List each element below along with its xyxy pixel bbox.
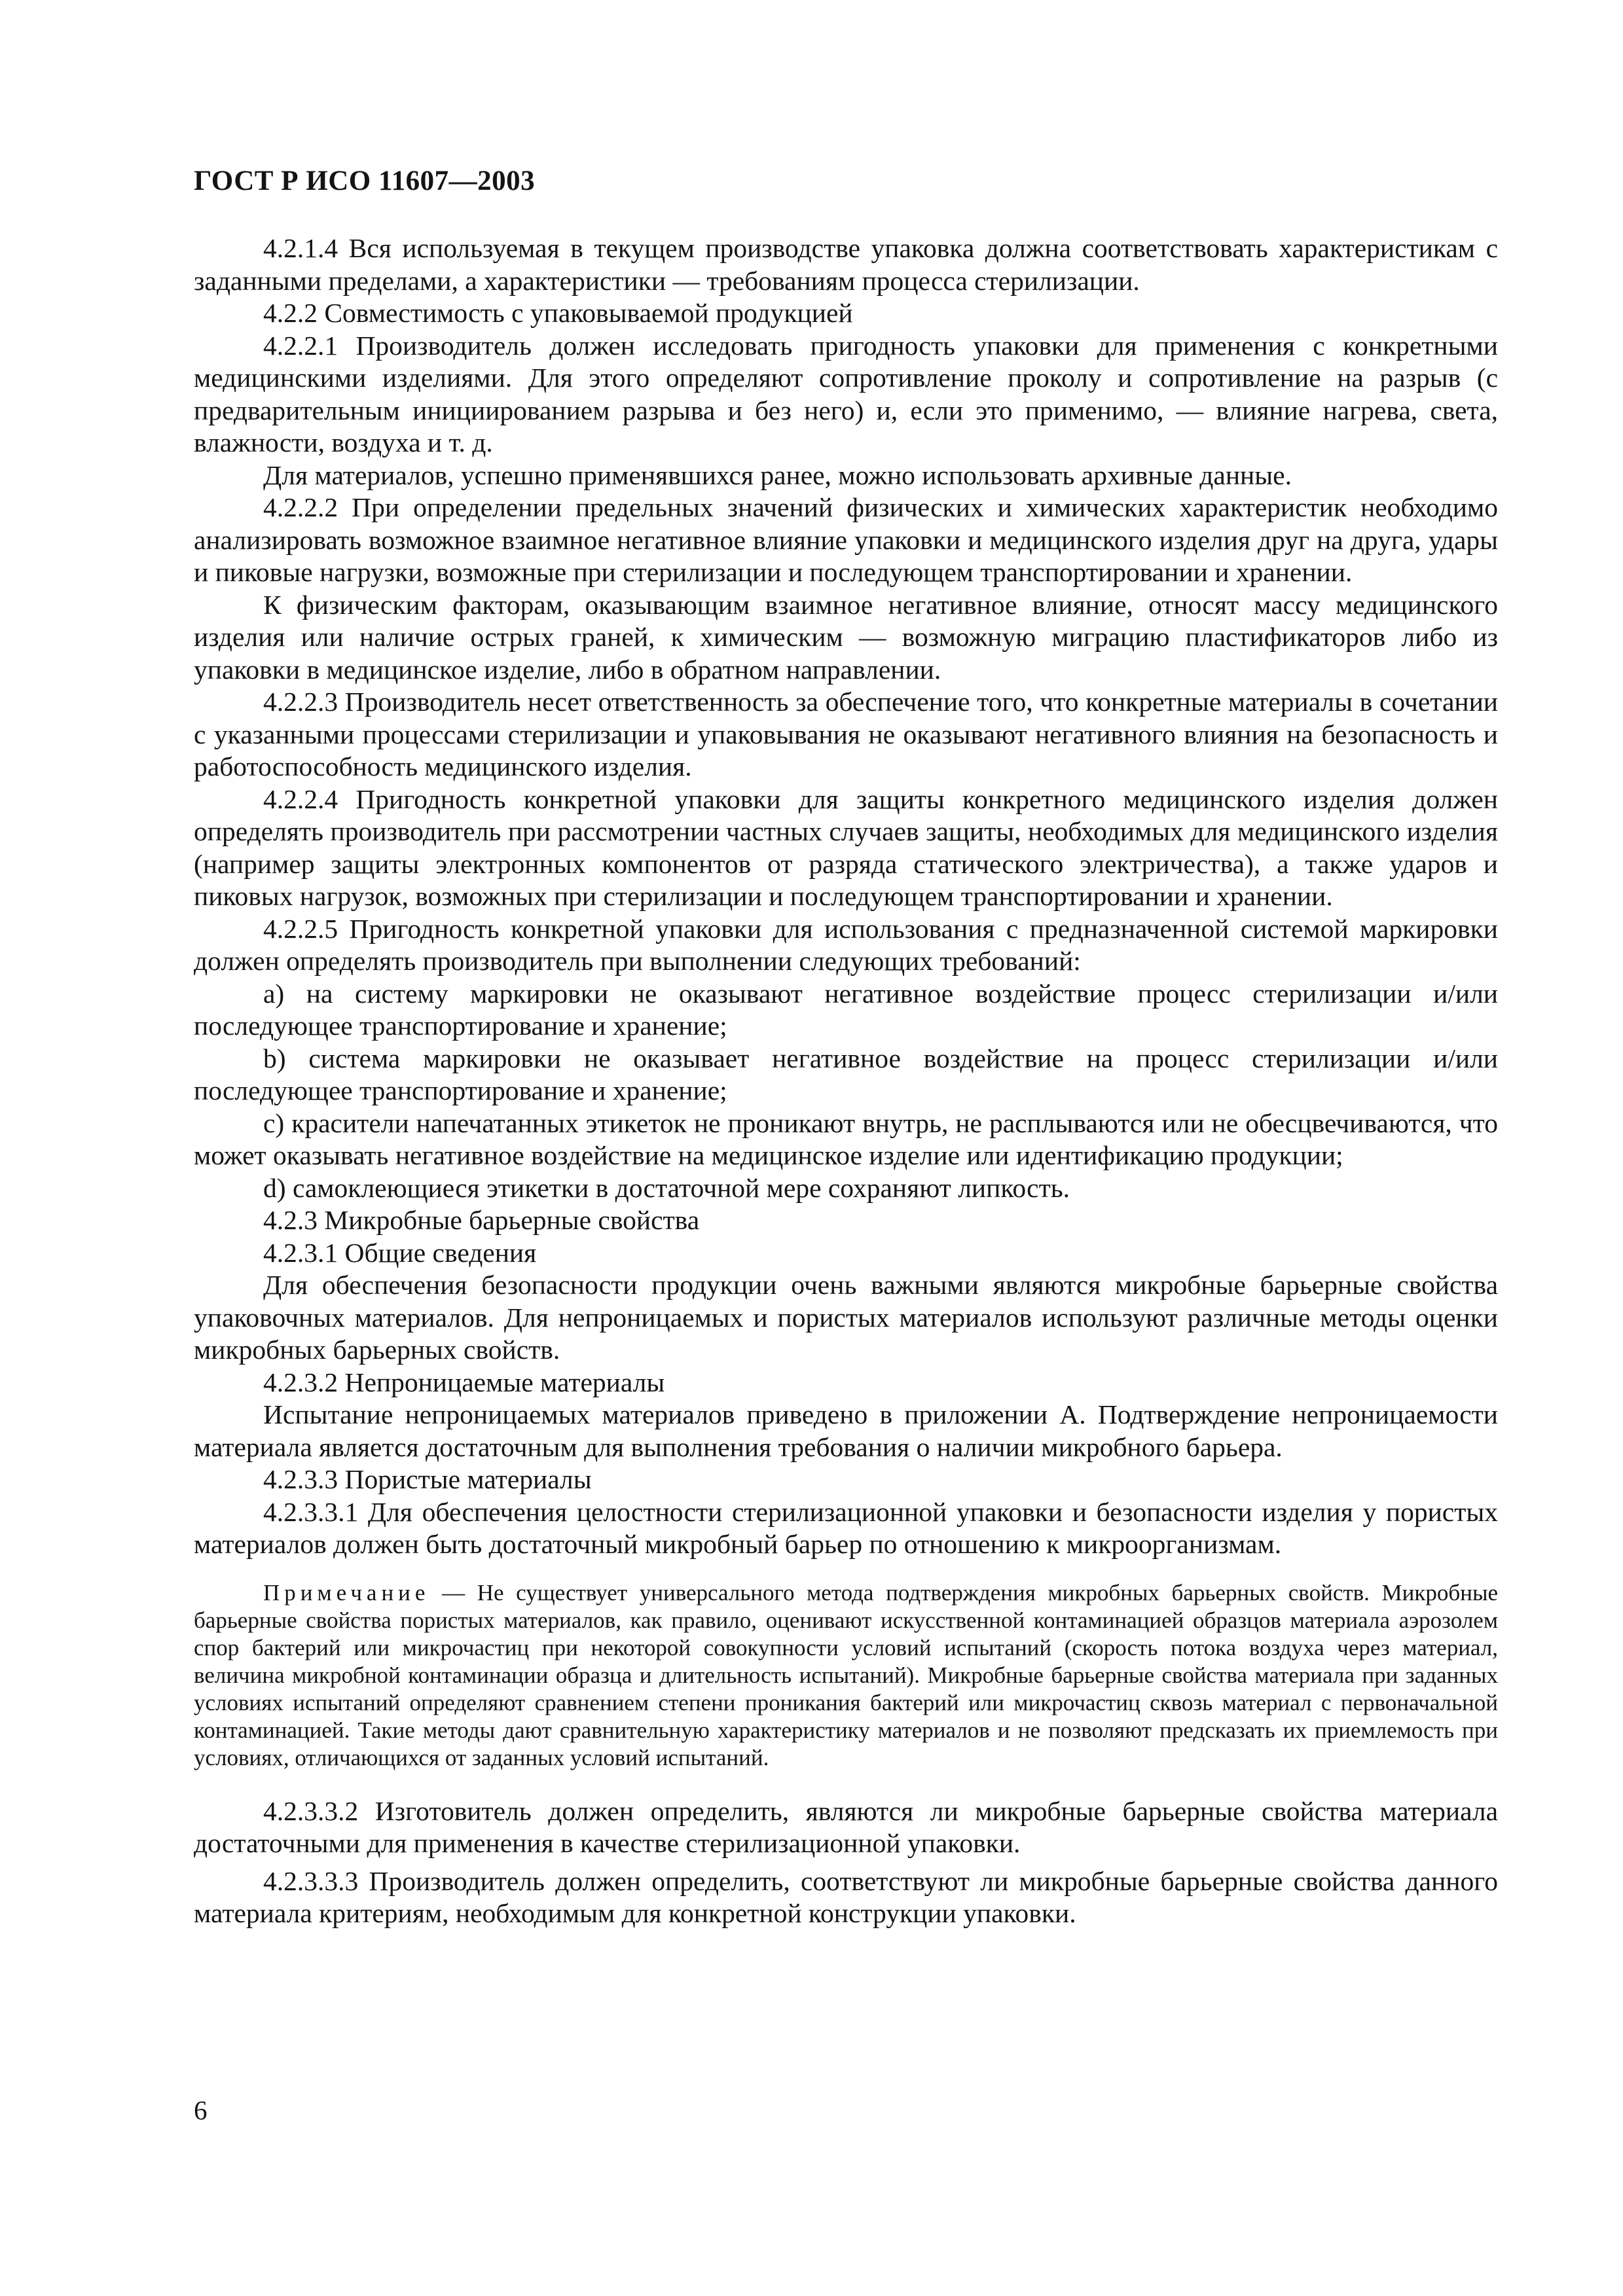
paragraph-4-2-3-3-1: 4.2.3.3.1 Для обеспечения целостности стерилизационной упаковки и безопасности изделия у пористых материалов должен быть достаточный микробный барьер по отношению к микроорганизмам. — [194, 1496, 1498, 1559]
body-text — [194, 232, 1498, 1930]
list-item-a: a) на систему маркировки не оказывают негативное воздействие процесс стерилизации и/или последующее транспортирование и хранение; — [194, 978, 1498, 1041]
paragraph-general-info: Для обеспечения безопасности продукции очень важными являются микробные барьерные свойства упаковочных материалов. Для непроницаемых и пористых материалов используют различные методы оценки микробных барьерных свойств. — [194, 1270, 1498, 1365]
heading-4-2-3-3: 4.2.3.3 Пористые материалы — [263, 1464, 592, 1494]
paragraph-4-2-2-4: 4.2.2.4 Пригодность конкретной упаковки для защиты конкретного медицинского изделия должен определять производитель при рассмотрении частных случаев защиты, необходимых для медицинского изделия (например защиты электронных компонентов от разряда статического электричества), а также ударов и пиковых нагрузок, возможных при стерилизации и последующем транспортировании и хранении. — [194, 783, 1498, 911]
paragraph-4-2-3-3-2: 4.2.3.3.2 Изготовитель должен определить, являются ли микробные барьерные свойства материала достаточными для применения в качестве стерилизационной упаковки. — [194, 1795, 1498, 1858]
heading-4-2-2: 4.2.2 Совместимость с упаковываемой продукцией — [263, 298, 853, 328]
list-item-d: d) самоклеющиеся этикетки в достаточной мере сохраняют липкость. — [263, 1172, 1070, 1203]
note-label: Примечание — [263, 1579, 430, 1605]
paragraph-4-2-3-3-3: 4.2.3.3.3 Производитель должен определить, соответствуют ли микробные барьерные свойства данного материала критериям, необходимым для конкретной конструкции упаковки. — [194, 1865, 1498, 1928]
paragraph-physical-factors: К физическим факторам, оказывающим взаимное негативное влияние, относят массу медицинского изделия или наличие острых граней, к химическим — возможную миграцию пластификаторов либо из упаковки в медицинское изделие, либо в обратном направлении. — [194, 589, 1498, 685]
document-header: ГОСТ Р ИСО 11607—2003 — [194, 166, 536, 196]
list-item-b: b) система маркировки не оказывает негативное воздействие на процесс стерилизации и/или последующее транспортирование и хранение; — [194, 1043, 1498, 1105]
heading-4-2-3: 4.2.3 Микробные барьерные свойства — [263, 1205, 700, 1235]
paragraph-4-2-2-5: 4.2.2.5 Пригодность конкретной упаковки для использования с предназначенной системой маркировки должен определять производитель при выполнении следующих требований: — [194, 913, 1498, 976]
paragraph-4-2-1-4: 4.2.1.4 Вся используемая в текущем производстве упаковка должна соответствовать характеристикам с заданными пределами, а характеристики — требованиям процесса стерилизации. — [194, 233, 1498, 296]
list-item-c: c) красители напечатанных этикеток не проникают внутрь, не расплываются или не обесцвечиваются, что может оказывать негативное воздействие на медицинское изделие или идентификацию продукции; — [194, 1107, 1498, 1170]
paragraph-4-2-2-3: 4.2.2.3 Производитель несет ответственность за обеспечение того, что конкретные материалы в сочетании с указанными процессами стерилизации и упаковывания не оказывают негативного влияния на безопасность и работоспособность медицинского изделия. — [194, 687, 1498, 781]
paragraph-impermeable: Испытание непроницаемых материалов приведено в приложении А. Подтверждение непроницаемости материала является достаточным для выполнения требования о наличии микробного барьера. — [194, 1399, 1498, 1462]
heading-4-2-3-2: 4.2.3.2 Непроницаемые материалы — [263, 1367, 665, 1397]
paragraph-archive-data: Для материалов, успешно применявшихся ранее, можно использовать архивные данные. — [263, 459, 1292, 490]
note-text: — Не существует универсального метода подтверждения микробных барьерных свойств. Микробные барьерные свойства пористых материалов, как правило, оценивают искусственной контаминацией образцов материала аэрозолем спор бактерий или микрочастиц при некоторой совокупности условий испытаний (скорость потока воздуха через материал, величина микробной контаминации образца и длительность испытаний). Микробные барьерные свойства материала при заданных условиях испытаний определяют сравнением степени проникания бактерий или микрочастиц сквозь материал с первоначальной контаминацией. Такие методы дают сравнительную характеристику материалов и не позволяют предсказать их приемлемость при условиях, отличающихся от заданных условий испытаний. — [194, 1579, 1498, 1770]
heading-4-2-3-1: 4.2.3.1 Общие сведения — [263, 1237, 537, 1268]
note-block — [194, 1579, 1498, 1772]
paragraph-4-2-2-2: 4.2.2.2 При определении предельных значений физических и химических характеристик необходимо анализировать возможное взаимное негативное влияние упаковки и медицинского изделия друг на друга, удары и пиковые нагрузки, возможные при стерилизации и последующем транспортировании и хранении. — [194, 492, 1498, 587]
page-number: 6 — [194, 2095, 208, 2125]
paragraph-4-2-2-1: 4.2.2.1 Производитель должен исследовать пригодность упаковки для применения с конкретными медицинскими изделиями. Для этого определяют сопротивление проколу и сопротивление на разрыв (с предварительным инициированием разрыва и без него) и, если это применимо, — влияние нагрева, света, влажности, воздуха и т. д. — [194, 330, 1498, 457]
